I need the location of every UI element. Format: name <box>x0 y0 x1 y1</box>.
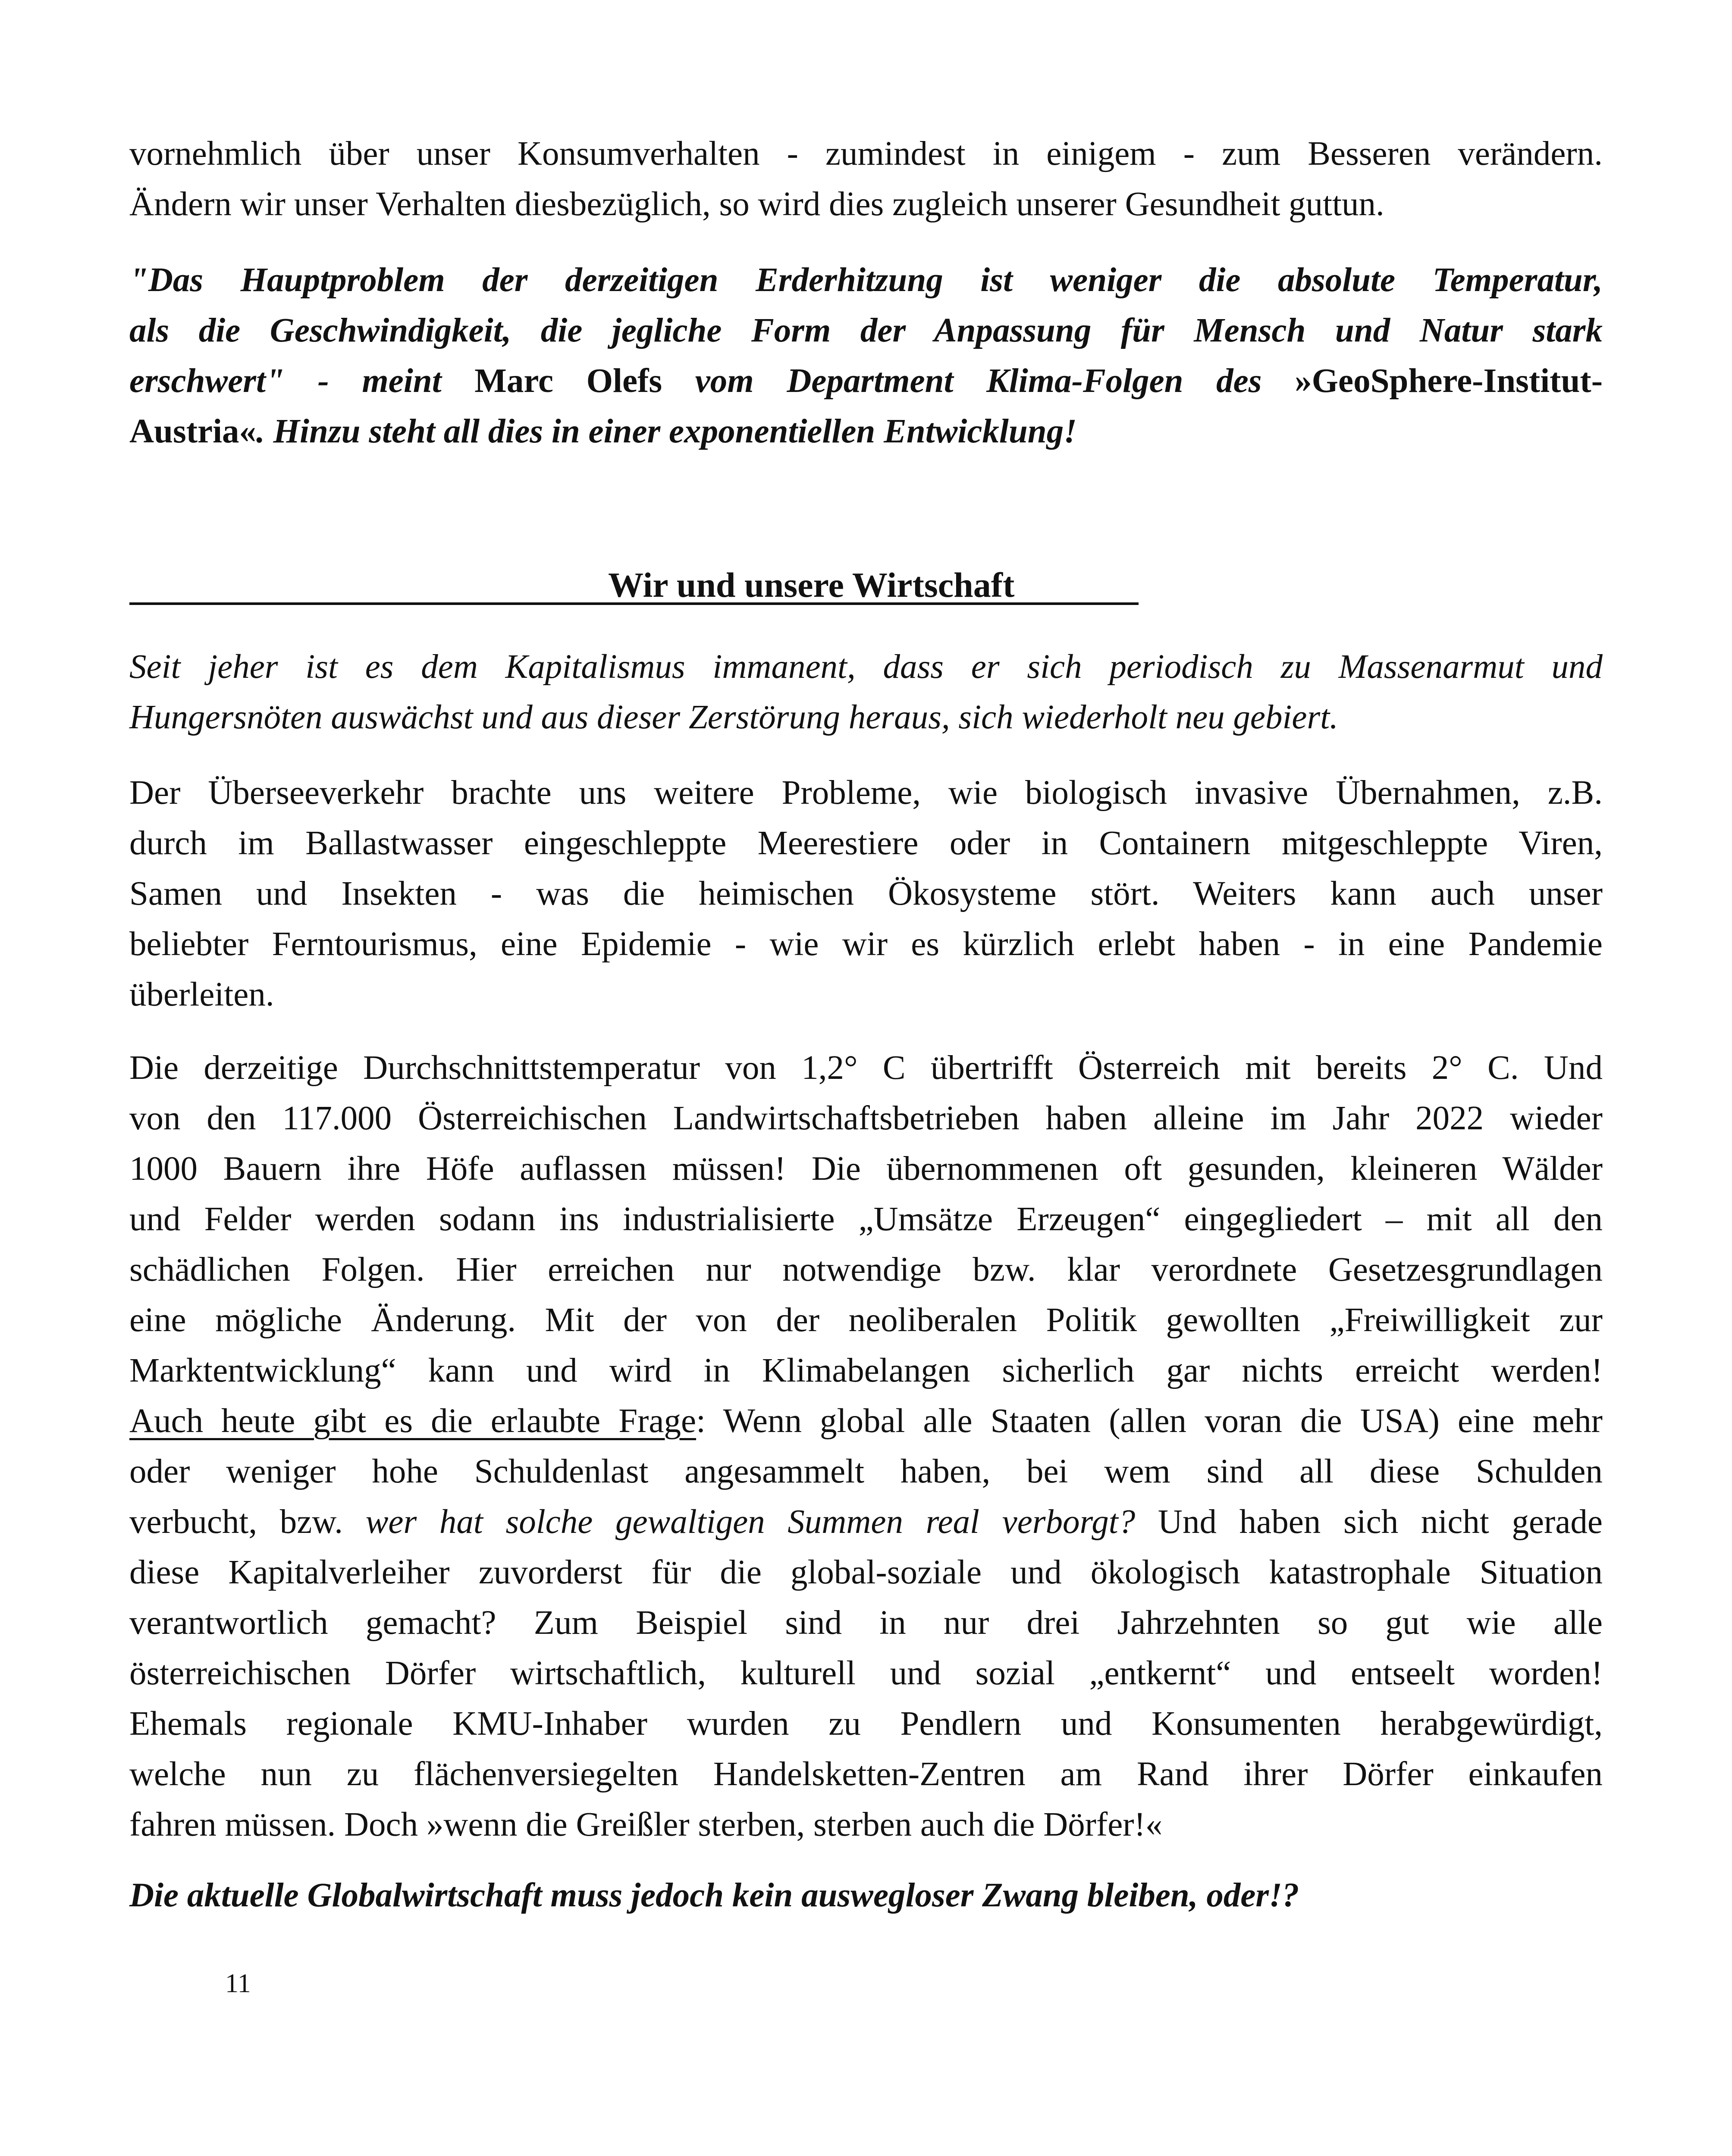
quote-text: erschwert" - meint <box>129 362 475 400</box>
text-line: eine mögliche Änderung. Mit der von der neoliberalen Politik gewollten „Freiwilligkeit zur <box>129 1301 1603 1339</box>
closing-statement <box>129 1870 1603 1921</box>
text-line: Seit jeher ist es dem Kapitalismus immanent, dass er sich periodisch zu Massenarmut und <box>129 648 1603 686</box>
text-line <box>129 1497 1603 1547</box>
text-line: Hungersnöten auswächst und aus dieser Zerstörung heraus, sich wiederholt neu gebiert. <box>129 699 1338 736</box>
quote-paragraph <box>129 255 1603 457</box>
text-line: verantwortlich gemacht? Zum Beispiel sind in nur drei Jahrzehnten so gut wie alle <box>129 1604 1603 1642</box>
institute-name: Austria« <box>129 413 257 450</box>
text-line: Die aktuelle Globalwirtschaft muss jedoch kein auswegloser Zwang bleiben, oder!? <box>129 1877 1299 1914</box>
text-line: welche nun zu flächenversiegelten Handelsketten-Zentren am Rand ihrer Dörfer einkaufen <box>129 1755 1603 1793</box>
intro-paragraph <box>129 642 1603 743</box>
text-line: Ehemals regionale KMU-Inhaber wurden zu Pendlern und Konsumenten herabgewürdigt, <box>129 1705 1603 1742</box>
underlined-phrase: Auch heute gibt es die erlaubte Frage <box>129 1402 697 1440</box>
text-span: : Wenn global alle Staaten (allen voran die USA) eine mehr <box>696 1402 1603 1440</box>
page-number: 11 <box>225 1969 251 1998</box>
section-heading <box>129 561 1139 612</box>
paragraph-consumption <box>129 128 1603 229</box>
paragraph-economy <box>129 1043 1603 1850</box>
text-line: vornehmlich über unser Konsumverhalten - zumindest in einigem - zum Besseren verändern. <box>129 135 1603 172</box>
text-span: verbucht, bzw. <box>129 1503 366 1541</box>
text-line: Marktentwicklung“ kann und wird in Klimabelangen sicherlich gar nichts erreicht werden! <box>129 1352 1603 1389</box>
text-line: Samen und Insekten - was die heimischen Ökosysteme stört. Weiters kann auch unser <box>129 875 1603 912</box>
quote-text: . Hinzu steht all dies in einer exponentiellen Entwicklung! <box>256 413 1077 450</box>
text-line <box>129 406 1603 457</box>
text-line: durch im Ballastwasser eingeschleppte Meerestiere oder in Containern mitgeschleppte Viren, <box>129 824 1603 862</box>
text-line: von den 117.000 Österreichischen Landwirtschaftsbetrieben haben alleine im Jahr 2022 wieder <box>129 1100 1603 1137</box>
paragraph-overseas-traffic <box>129 768 1603 1020</box>
institute-name: »GeoSphere-Institut- <box>1295 362 1603 400</box>
text-line: als die Geschwindigkeit, die jegliche Form der Anpassung für Mensch und Natur stark <box>129 312 1603 349</box>
text-line: Der Überseeverkehr brachte uns weitere Probleme, wie biologisch invasive Übernahmen, z.B. <box>129 774 1603 812</box>
text-line: überleiten. <box>129 976 274 1013</box>
italic-question: wer hat solche gewaltigen Summen real verborgt? <box>365 1503 1136 1541</box>
text-line: diese Kapitalverleiher zuvorderst für die global-soziale und ökologisch katastrophale Situation <box>129 1554 1603 1591</box>
text-line: beliebter Ferntourismus, eine Epidemie - wie wir es kürzlich erlebt haben - in eine Pandemie <box>129 925 1603 963</box>
text-line: österreichischen Dörfer wirtschaftlich, kulturell und sozial „entkernt“ und entseelt worden! <box>129 1655 1603 1692</box>
text-line: "Das Hauptproblem der derzeitigen Erderhitzung ist weniger die absolute Temperatur, <box>129 261 1603 299</box>
text-line: fahren müssen. Doch »wenn die Greißler sterben, sterben auch die Dörfer!« <box>129 1806 1163 1843</box>
text-line: schädlichen Folgen. Hier erreichen nur notwendige bzw. klar verordnete Gesetzesgrundlagen <box>129 1251 1603 1288</box>
section-title: Wir und unsere Wirtschaft <box>608 565 1015 605</box>
text-line: Ändern wir unser Verhalten diesbezüglich, so wird dies zugleich unserer Gesundheit guttun. <box>129 185 1384 223</box>
quote-text: vom Department Klima-Folgen des <box>662 362 1295 400</box>
text-line: Die derzeitige Durchschnittstemperatur von 1,2° C übertrifft Österreich mit bereits 2° C. Und <box>129 1049 1603 1087</box>
text-line <box>129 356 1603 406</box>
text-line <box>129 1396 1603 1446</box>
text-line: oder weniger hohe Schuldenlast angesammelt haben, bei wem sind all diese Schulden <box>129 1453 1603 1490</box>
text-line: und Felder werden sodann ins industrialisierte „Umsätze Erzeugen“ eingegliedert – mit all den <box>129 1200 1603 1238</box>
text-line: 1000 Bauern ihre Höfe auflassen müssen! Die übernommenen oft gesunden, kleineren Wälder <box>129 1150 1603 1188</box>
person-name: Marc Olefs <box>474 362 662 400</box>
text-span: Und haben sich nicht gerade <box>1135 1503 1603 1541</box>
